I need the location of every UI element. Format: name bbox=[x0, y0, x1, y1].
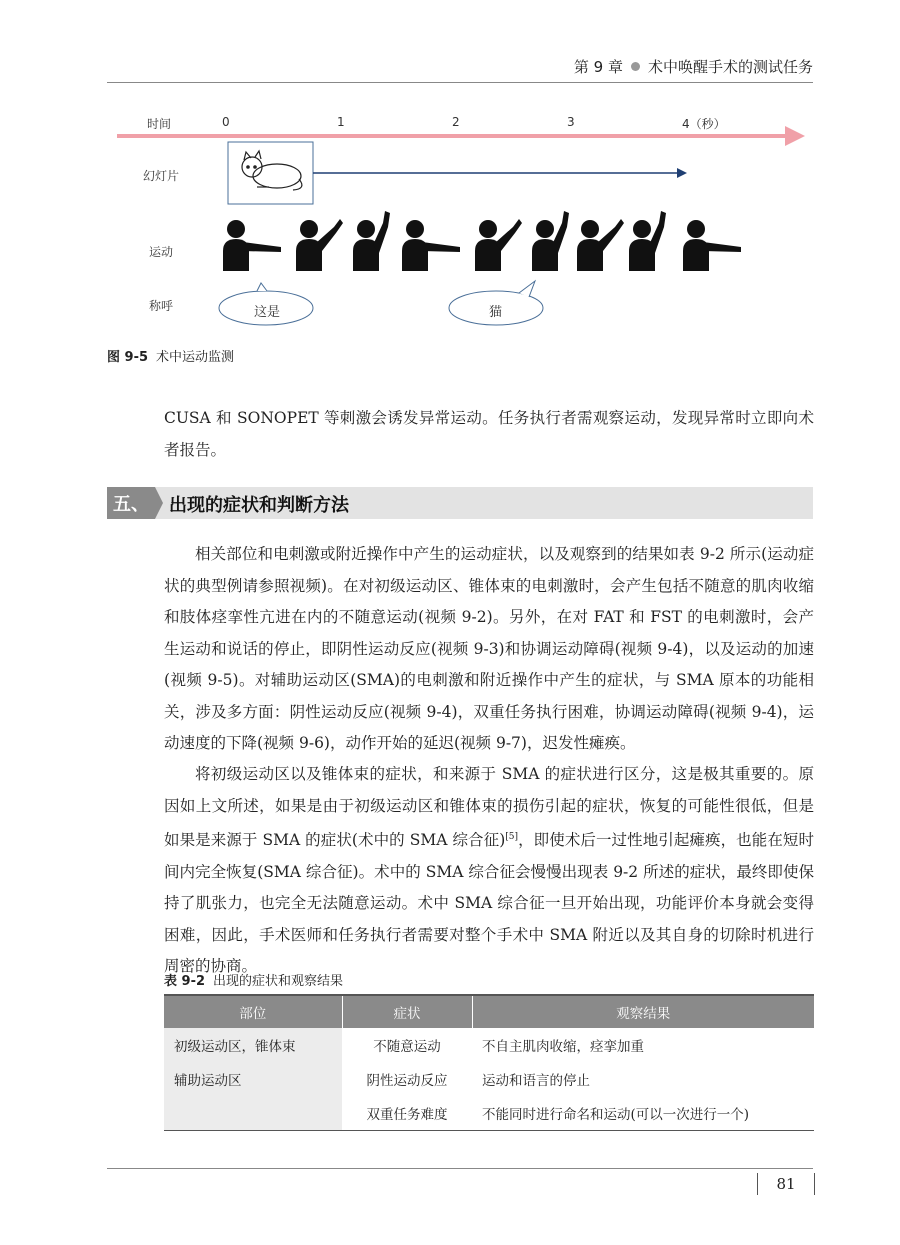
figure-caption-number: 图 9-5 bbox=[107, 350, 149, 365]
row-label-time: 时间 bbox=[147, 117, 172, 131]
bullet-dot-icon bbox=[631, 62, 640, 71]
tick-4: 4（秒） bbox=[682, 117, 726, 131]
time-arrow-head-icon bbox=[785, 126, 805, 146]
timeline-diagram bbox=[107, 105, 813, 335]
tick-0: 0 bbox=[222, 115, 230, 129]
bubble-text-1: 这是 bbox=[254, 305, 281, 320]
person-silhouette-icon bbox=[223, 220, 281, 271]
table-caption-text: 出现的症状和观察结果 bbox=[213, 974, 344, 989]
table-row bbox=[164, 1062, 814, 1096]
person-silhouette-icon bbox=[532, 211, 569, 271]
person-silhouette-icon bbox=[353, 211, 390, 271]
table-cell: 运动和语言的停止 bbox=[482, 1073, 590, 1089]
table-header: 观察结果 bbox=[472, 995, 814, 1028]
slide-duration-arrow-icon bbox=[677, 168, 687, 178]
table-cell: 不自主肌肉收缩，痉挛加重 bbox=[482, 1039, 644, 1055]
section-heading bbox=[107, 487, 813, 519]
table-cell: 辅助运动区 bbox=[164, 1062, 342, 1096]
person-silhouette-icon bbox=[475, 219, 522, 271]
table-cell: 不能同时进行命名和运动(可以一次进行一个) bbox=[472, 1096, 814, 1131]
paragraph-continued: CUSA 和 SONOPET 等刺激会诱发异常运动。任务执行者需观察运动，发现异常时立即向术者报告。 bbox=[164, 409, 814, 459]
tick-2: 2 bbox=[452, 115, 460, 129]
table-caption bbox=[164, 970, 343, 989]
row-label-movement: 运动 bbox=[149, 245, 174, 259]
table-header: 症状 bbox=[342, 995, 472, 1028]
table-cell: 不随意运动 bbox=[373, 1039, 441, 1055]
person-silhouette-icon bbox=[402, 220, 460, 271]
chapter-number: 第 9 章 bbox=[573, 58, 623, 76]
person-silhouette-icon bbox=[296, 219, 343, 271]
chapter-title: 术中唤醒手术的测试任务 bbox=[647, 58, 813, 76]
symptoms-table bbox=[164, 994, 814, 1131]
paragraph-sma-part1: 将初级运动区以及锥体束的症状，和来源于 SMA 的症状进行区分，这是极其重要的。原因如上文所述，如果是由于初级运动区和锥体束的损伤引起的症状，恢复的可能性很低，但是如果是来源于 SMA 的症状(术中的 SMA 综合征) bbox=[164, 765, 814, 850]
row-label-slide: 幻灯片 bbox=[143, 169, 180, 183]
person-silhouette-icon bbox=[683, 220, 741, 271]
figure-caption-text: 术中运动监测 bbox=[156, 350, 235, 365]
footer-rule bbox=[107, 1168, 813, 1169]
person-silhouette-icon bbox=[629, 211, 666, 271]
movement-figures bbox=[223, 211, 741, 271]
page-number: 81 bbox=[757, 1173, 815, 1195]
paragraph-sma-part2: ，即使术后一过性地引起瘫痪，也能在短时间内完全恢复(SMA 综合征)。术中的 SMA 综合征会慢慢出现表 9-2 所述的症状，最终即使保持了肌张力，也完全无法随意运动。术中 SMA 综合征一旦开始出现，功能评价本身就会变得困难，因此，手术医师和任务执行者需要对整个手术中 SMA 附近以及其自身的切除时机进行周密的协商。 bbox=[164, 831, 814, 976]
table-cell: 双重任务难度 bbox=[342, 1096, 472, 1131]
person-silhouette-icon bbox=[577, 219, 624, 271]
table-row bbox=[164, 1028, 814, 1062]
paragraph-symptoms: 相关部位和电刺激或附近操作中产生的运动症状，以及观察到的结果如表 9-2 所示(运动症状的典型例请参照视频)。在对初级运动区、锥体束的电刺激时，会产生包括不随意的肌肉收缩和肢体痉挛性亢进在内的不随意运动(视频 9-2)。另外，在对 FAT 和 FST 的电刺激时，会产生运动和说话的停止，即阴性运动反应(视频 9-3)和协调运动障碍(视频 9-4)，以及运动的加速(视频 9-5)。对辅助运动区(SMA)的电刺激和附近操作中产生的症状，与 SMA 原本的功能相关，涉及多方面：阴性运动反应(视频 9-4)，双重任务执行困难，协调运动障碍(视频 9-4)，运动速度的下降(视频 9-6)，动作开始的延迟(视频 9-7)，迟发性瘫痪。 bbox=[164, 545, 814, 752]
row-label-call: 称呼 bbox=[149, 299, 174, 313]
table-header: 部位 bbox=[164, 995, 342, 1028]
table-caption-number: 表 9-2 bbox=[164, 974, 206, 989]
tick-1: 1 bbox=[337, 115, 345, 129]
paragraph-sma bbox=[164, 759, 814, 983]
running-header bbox=[107, 50, 813, 83]
figure-9-5 bbox=[107, 105, 813, 365]
bubble-text-2: 猫 bbox=[489, 305, 503, 320]
section-title: 出现的症状和判断方法 bbox=[169, 495, 349, 516]
figure-caption bbox=[107, 346, 234, 365]
section-number: 五、 bbox=[107, 487, 155, 519]
tick-3: 3 bbox=[567, 115, 575, 129]
reference-5[interactable]: [5] bbox=[505, 832, 518, 842]
table-cell bbox=[164, 1096, 342, 1131]
table-row bbox=[164, 1096, 814, 1131]
table-cell: 初级运动区，锥体束 bbox=[164, 1028, 342, 1062]
table-cell: 阴性运动反应 bbox=[366, 1073, 448, 1089]
